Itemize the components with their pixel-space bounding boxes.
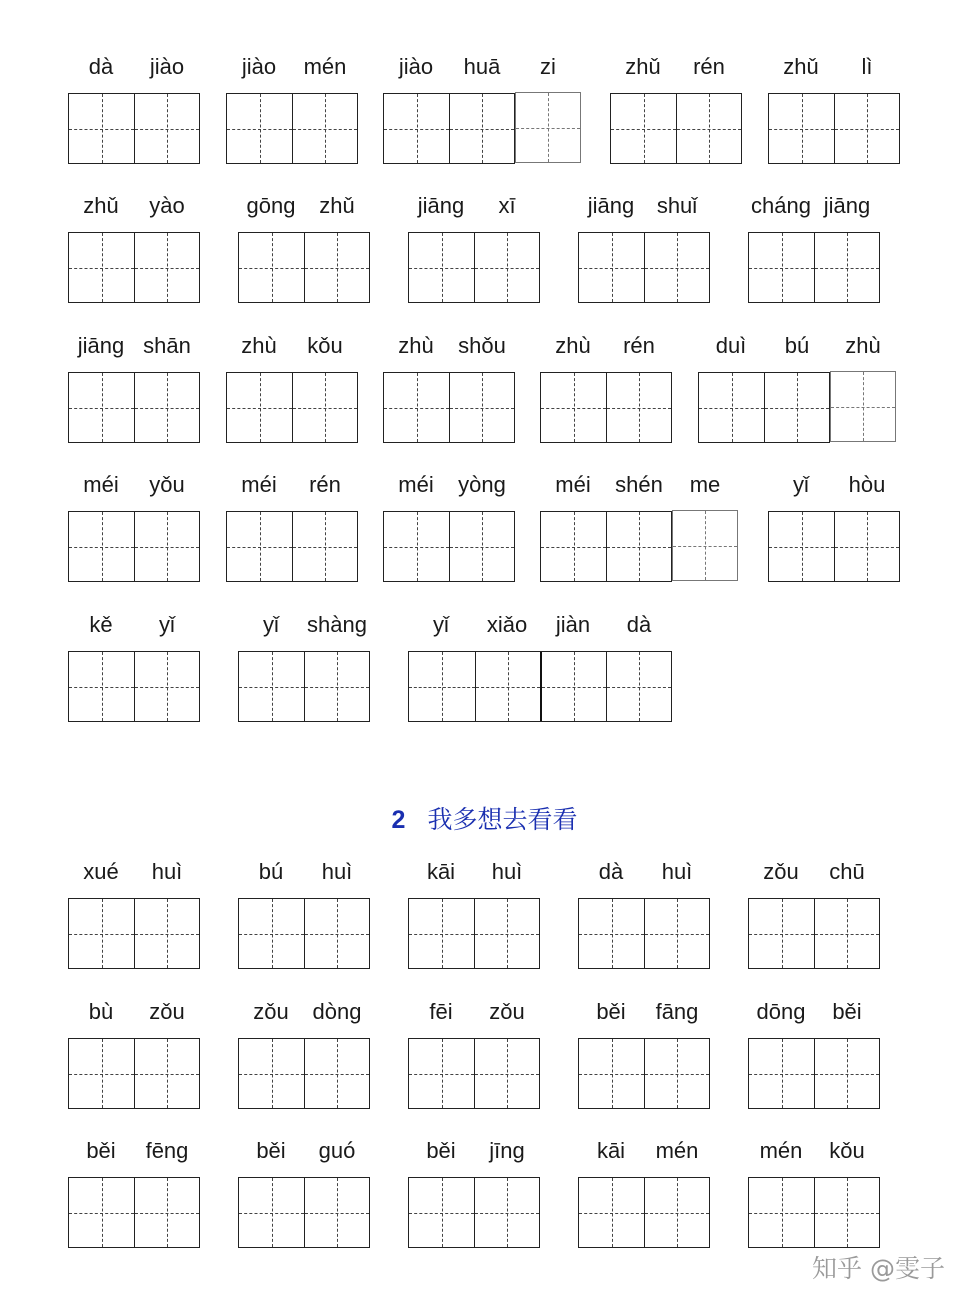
writing-cell[interactable]	[764, 373, 829, 442]
pinyin-label: jiāng	[417, 193, 465, 218]
writing-cell[interactable]	[814, 899, 879, 968]
writing-cell[interactable]	[449, 373, 514, 442]
writing-cell[interactable]	[69, 233, 134, 302]
writing-cell[interactable]	[292, 512, 357, 581]
pinyin-label: méi	[83, 472, 119, 497]
writing-cell[interactable]	[644, 1178, 709, 1247]
tianzige-grid	[748, 1038, 880, 1109]
pinyin-label: zǒu	[149, 999, 185, 1024]
writing-cell[interactable]	[672, 510, 738, 581]
writing-cell[interactable]	[699, 373, 764, 442]
pinyin-label: me	[689, 472, 721, 497]
tianzige-grid	[408, 232, 540, 303]
pinyin-label: mén	[759, 1138, 803, 1163]
writing-cell[interactable]	[69, 373, 134, 442]
pinyin-label: fāng	[655, 999, 699, 1024]
writing-cell[interactable]	[69, 652, 134, 721]
tianzige-grid	[698, 372, 830, 443]
pinyin-label: xué	[83, 859, 119, 884]
pinyin-label: běi	[256, 1138, 286, 1163]
pinyin-label: chū	[829, 859, 865, 884]
tianzige-grid	[748, 232, 880, 303]
tianzige-grid	[383, 511, 515, 582]
writing-cell[interactable]	[814, 1178, 879, 1247]
writing-cell[interactable]	[239, 1039, 304, 1108]
pinyin-label: kāi	[426, 859, 456, 884]
writing-cell[interactable]	[69, 899, 134, 968]
pinyin-label: huā	[463, 54, 501, 79]
writing-cell[interactable]	[134, 373, 199, 442]
writing-cell[interactable]	[830, 371, 896, 442]
pinyin-label: méi	[241, 472, 277, 497]
pinyin-label: dà	[88, 54, 114, 79]
writing-cell[interactable]	[814, 1039, 879, 1108]
section-number: 2	[391, 806, 406, 834]
tianzige-grid	[238, 898, 370, 969]
writing-cell[interactable]	[611, 94, 676, 163]
pinyin-label: huì	[661, 859, 693, 884]
pinyin-label: jiāng	[77, 333, 125, 358]
writing-cell[interactable]	[834, 94, 899, 163]
pinyin-label: dòng	[312, 999, 362, 1024]
writing-cell[interactable]	[474, 233, 539, 302]
writing-cell[interactable]	[474, 1178, 539, 1247]
writing-cell[interactable]	[384, 512, 449, 581]
tianzige-grid	[383, 93, 515, 164]
pinyin-label: shén	[615, 472, 663, 497]
writing-cell[interactable]	[227, 94, 292, 163]
tianzige-grid	[578, 1177, 710, 1248]
tianzige-grid	[68, 93, 200, 164]
pinyin-label: zhǔ	[783, 54, 819, 79]
tianzige-grid	[408, 1177, 540, 1248]
writing-cell[interactable]	[449, 94, 514, 163]
pinyin-label: yǐ	[793, 472, 809, 497]
pinyin-label: shān	[143, 333, 191, 358]
writing-cell[interactable]	[69, 1178, 134, 1247]
writing-cell[interactable]	[304, 899, 369, 968]
writing-cell[interactable]	[749, 1039, 814, 1108]
writing-cell[interactable]	[304, 1178, 369, 1247]
writing-cell[interactable]	[227, 512, 292, 581]
pinyin-label: kǒu	[829, 1138, 865, 1163]
tianzige-grid	[540, 372, 672, 443]
writing-cell[interactable]	[134, 94, 199, 163]
tianzige-grid	[408, 651, 672, 722]
pinyin-label: zǒu	[253, 999, 289, 1024]
watermark: 知乎 @雯子	[812, 1254, 945, 1283]
pinyin-label: hòu	[848, 472, 886, 497]
pinyin-label: huì	[151, 859, 183, 884]
writing-cell[interactable]	[540, 652, 606, 721]
pinyin-label: rén	[309, 472, 341, 497]
pinyin-label: yǒu	[149, 472, 185, 497]
writing-cell[interactable]	[606, 652, 672, 721]
writing-cell[interactable]	[541, 373, 606, 442]
writing-cell[interactable]	[475, 652, 541, 721]
pinyin-label: dà	[598, 859, 624, 884]
pinyin-label: méi	[398, 472, 434, 497]
pinyin-label: duì	[715, 333, 747, 358]
tianzige-grid	[226, 93, 358, 164]
pinyin-label: jiào	[149, 54, 185, 79]
pinyin-label: běi	[832, 999, 862, 1024]
pinyin-label: mén	[303, 54, 347, 79]
tianzige-grid	[578, 898, 710, 969]
pinyin-label: kǒu	[307, 333, 343, 358]
writing-cell[interactable]	[644, 1039, 709, 1108]
tianzige-grid	[578, 232, 710, 303]
pinyin-label: zhù	[398, 333, 434, 358]
tianzige-grid	[238, 232, 370, 303]
pinyin-label: zhù	[845, 333, 881, 358]
pinyin-label: zǒu	[763, 859, 799, 884]
writing-cell[interactable]	[749, 233, 814, 302]
tianzige-grid	[610, 93, 742, 164]
pinyin-label: zhǔ	[83, 193, 119, 218]
writing-cell[interactable]	[749, 1178, 814, 1247]
pinyin-label: yǐ	[433, 612, 449, 637]
writing-cell[interactable]	[69, 512, 134, 581]
pinyin-label: mén	[655, 1138, 699, 1163]
tianzige-grid	[238, 1038, 370, 1109]
pinyin-label: zhǔ	[625, 54, 661, 79]
writing-cell[interactable]	[304, 233, 369, 302]
pinyin-label: jiāng	[823, 193, 871, 218]
pinyin-label: huì	[491, 859, 523, 884]
writing-cell[interactable]	[676, 94, 741, 163]
tianzige-grid	[68, 1177, 200, 1248]
tianzige-grid	[768, 511, 900, 582]
writing-cell[interactable]	[239, 1178, 304, 1247]
tianzige-grid	[68, 372, 200, 443]
tianzige-grid	[748, 898, 880, 969]
writing-cell[interactable]	[579, 233, 644, 302]
pinyin-label: fēi	[429, 999, 453, 1024]
tianzige-grid	[383, 372, 515, 443]
writing-cell[interactable]	[749, 899, 814, 968]
tianzige-grid	[68, 1038, 200, 1109]
pinyin-label: méi	[555, 472, 591, 497]
pinyin-label: rén	[693, 54, 725, 79]
pinyin-label: zhù	[241, 333, 277, 358]
writing-cell[interactable]	[134, 512, 199, 581]
writing-cell[interactable]	[304, 1039, 369, 1108]
pinyin-label: xī	[498, 193, 516, 218]
pinyin-label: zhù	[555, 333, 591, 358]
writing-cell[interactable]	[769, 512, 834, 581]
writing-cell[interactable]	[134, 899, 199, 968]
writing-cell[interactable]	[409, 652, 475, 721]
pinyin-label: bú	[258, 859, 284, 884]
writing-cell[interactable]	[579, 1039, 644, 1108]
tianzige-grid	[578, 1038, 710, 1109]
writing-cell[interactable]	[304, 652, 369, 721]
writing-cell[interactable]	[769, 94, 834, 163]
pinyin-label: dōng	[756, 999, 806, 1024]
writing-cell[interactable]	[384, 373, 449, 442]
pinyin-label: zi	[540, 54, 556, 79]
writing-cell[interactable]	[69, 94, 134, 163]
pinyin-label: yào	[149, 193, 185, 218]
pinyin-label: jīng	[489, 1138, 525, 1163]
writing-cell[interactable]	[239, 652, 304, 721]
writing-cell[interactable]	[515, 92, 581, 163]
pinyin-label: shuǐ	[656, 193, 698, 218]
section-title: 我多想去看看	[427, 805, 578, 834]
tianzige-grid	[238, 1177, 370, 1248]
tianzige-grid	[408, 1038, 540, 1109]
writing-cell[interactable]	[239, 233, 304, 302]
writing-cell[interactable]	[409, 1178, 474, 1247]
writing-cell[interactable]	[474, 1039, 539, 1108]
pinyin-label: shǒu	[458, 333, 506, 358]
pinyin-label: jiào	[398, 54, 434, 79]
writing-cell[interactable]	[644, 233, 709, 302]
pinyin-label: rén	[623, 333, 655, 358]
pinyin-label: bú	[784, 333, 810, 358]
tianzige-grid	[68, 898, 200, 969]
writing-cell[interactable]	[227, 373, 292, 442]
writing-cell[interactable]	[69, 1039, 134, 1108]
pinyin-label: guó	[318, 1138, 356, 1163]
pinyin-label: zhǔ	[319, 193, 355, 218]
writing-cell[interactable]	[409, 899, 474, 968]
writing-cell[interactable]	[134, 1178, 199, 1247]
pinyin-label: zǒu	[489, 999, 525, 1024]
writing-cell[interactable]	[134, 652, 199, 721]
pinyin-label: dà	[626, 612, 652, 637]
writing-cell[interactable]	[474, 899, 539, 968]
pinyin-label: kāi	[596, 1138, 626, 1163]
writing-cell[interactable]	[292, 94, 357, 163]
tianzige-grid	[540, 511, 672, 582]
writing-cell[interactable]	[579, 1178, 644, 1247]
pinyin-label: yòng	[458, 472, 506, 497]
pinyin-label: jiāng	[587, 193, 635, 218]
writing-cell[interactable]	[134, 1039, 199, 1108]
section-heading	[0, 800, 969, 836]
pinyin-label: huì	[321, 859, 353, 884]
writing-cell[interactable]	[449, 512, 514, 581]
tianzige-grid	[226, 372, 358, 443]
writing-cell[interactable]	[644, 899, 709, 968]
pinyin-label: yǐ	[159, 612, 175, 637]
writing-cell[interactable]	[579, 899, 644, 968]
pinyin-label: kě	[89, 612, 113, 637]
tianzige-grid	[68, 511, 200, 582]
pinyin-label: lì	[861, 54, 873, 79]
tianzige-grid	[238, 651, 370, 722]
writing-cell[interactable]	[541, 512, 606, 581]
tianzige-grid	[68, 651, 200, 722]
writing-cell[interactable]	[409, 1039, 474, 1108]
tianzige-grid	[748, 1177, 880, 1248]
pinyin-label: jiào	[241, 54, 277, 79]
writing-cell[interactable]	[134, 233, 199, 302]
writing-cell[interactable]	[292, 373, 357, 442]
tianzige-grid	[768, 93, 900, 164]
tianzige-grid	[68, 232, 200, 303]
pinyin-label: xiǎo	[486, 612, 528, 637]
writing-cell[interactable]	[239, 899, 304, 968]
pinyin-label: běi	[426, 1138, 456, 1163]
pinyin-label: yǐ	[263, 612, 279, 637]
pinyin-label: běi	[596, 999, 626, 1024]
pinyin-label: bù	[88, 999, 114, 1024]
tianzige-grid	[226, 511, 358, 582]
tianzige-grid	[408, 898, 540, 969]
writing-cell[interactable]	[834, 512, 899, 581]
writing-cell[interactable]	[606, 512, 671, 581]
pinyin-label: shàng	[307, 612, 367, 637]
writing-cell[interactable]	[409, 233, 474, 302]
writing-cell[interactable]	[384, 94, 449, 163]
pinyin-label: jiàn	[555, 612, 591, 637]
pinyin-label: gōng	[246, 193, 296, 218]
pinyin-label: cháng	[751, 193, 811, 218]
pinyin-label: běi	[86, 1138, 116, 1163]
writing-cell[interactable]	[606, 373, 671, 442]
pinyin-label: fēng	[145, 1138, 189, 1163]
writing-cell[interactable]	[814, 233, 879, 302]
